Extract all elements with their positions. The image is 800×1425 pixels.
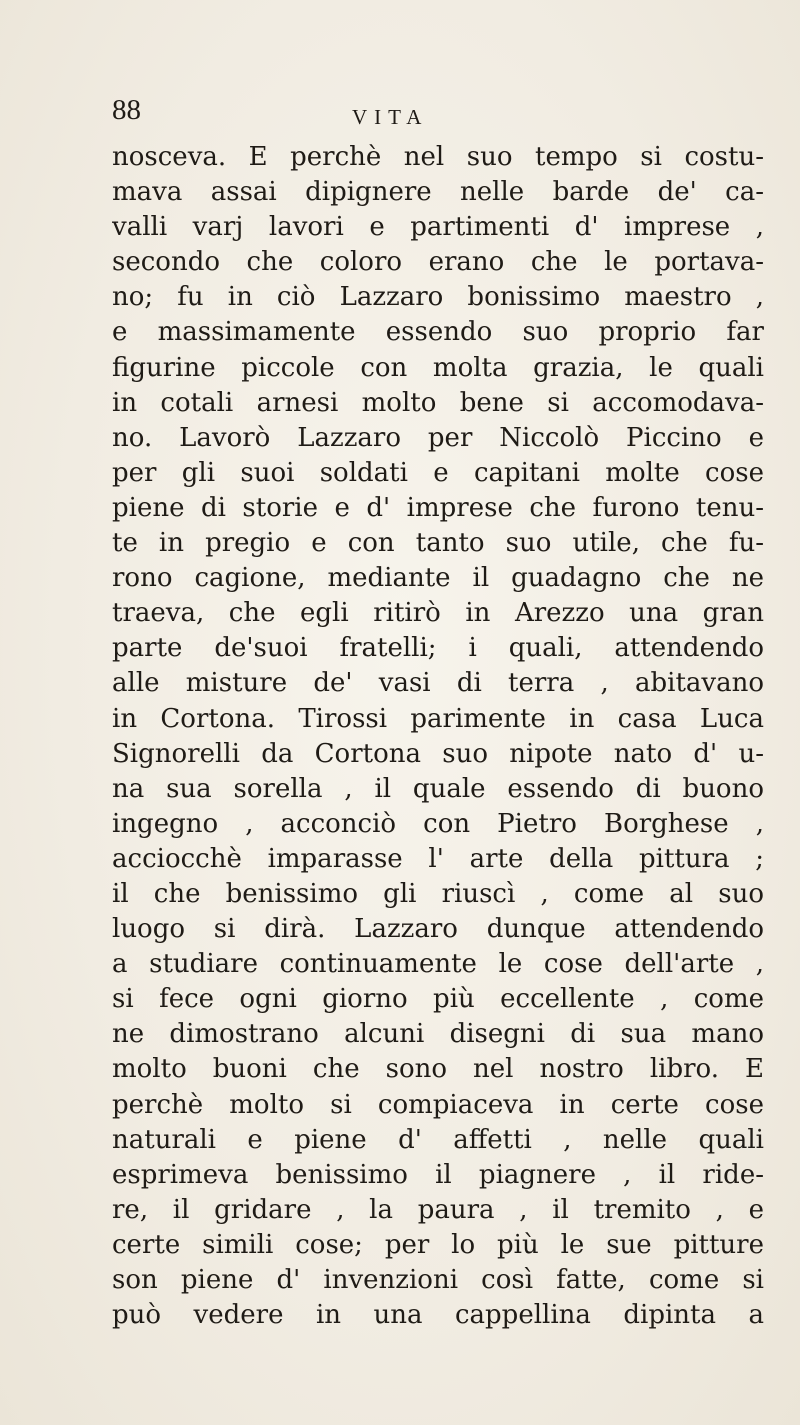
text-line: luogo si dirà. Lazzaro dunque attendendo [112,914,764,945]
text-line: nosceva. E perchè nel suo tempo si costu- [112,142,764,172]
text-line: mava assai dipignere nelle barde de' ca- [112,177,764,208]
text-line: molto buoni che sono nel nostro libro. E [112,1054,764,1085]
text-line: per gli suoi soldati e capitani molte cose [112,457,764,488]
text-line: e massimamente essendo suo proprio far [112,317,764,348]
text-line: ingegno , acconciò con Pietro Borghese , [112,808,764,839]
text-line: na sua sorella , il quale essendo di buono [112,773,764,804]
text-line: ne dimostrano alcuni disegni di sua mano [112,1019,764,1050]
text-line: il che benissimo gli riuscì , come al suo [112,878,764,909]
text-line: piene di storie e d' imprese che furono tenu- [112,492,764,523]
text-line: si fece ogni giorno più eccellente , come [112,984,764,1015]
text-line: può vedere in una cappellina dipinta a [112,1300,764,1331]
text-line: no; fu in ciò Lazzaro bonissimo maestro , [112,282,764,313]
page-number: 88 [112,94,141,126]
text-line: rono cagione, mediante il guadagno che ne [112,563,764,594]
text-line: perchè molto si compiaceva in certe cose [112,1089,764,1120]
text-line: secondo che coloro erano che le portava- [112,247,764,278]
running-head: VITA [352,105,429,129]
text-line: in cotali arnesi molto bene si accomodava- [112,387,764,418]
text-line: figurine piccole con molta grazia, le quali [112,352,764,383]
page-header [0,92,800,132]
text-line: Signorelli da Cortona suo nipote nato d' u- [112,738,764,769]
text-line: naturali e piene d' affetti , nelle quali [112,1124,764,1155]
text-line: alle misture de' vasi di terra , abitavano [112,668,764,699]
text-line: esprimeva benissimo il piagnere , il ride- [112,1159,764,1190]
text-line: son piene d' invenzioni così fatte, come si [112,1265,764,1295]
text-line: parte de'suoi fratelli; i quali, attendendo [112,633,764,664]
text-line: in Cortona. Tirossi parimente in casa Luca [112,703,764,734]
text-line: valli varj lavori e partimenti d' imprese , [112,212,764,243]
text-line: te in pregio e con tanto suo utile, che fu- [112,528,764,559]
body-text [112,140,764,1333]
text-line: acciocchè imparasse l' arte della pittura ; [112,843,764,874]
text-line: certe simili cose; per lo più le sue pitture [112,1229,764,1260]
text-line: traeva, che egli ritirò in Arezzo una gran [112,598,764,629]
text-line: re, il gridare , la paura , il tremito , e [112,1194,764,1225]
text-line: no. Lavorò Lazzaro per Niccolò Piccino e [112,422,764,453]
text-line: a studiare continuamente le cose dell'arte , [112,949,764,980]
